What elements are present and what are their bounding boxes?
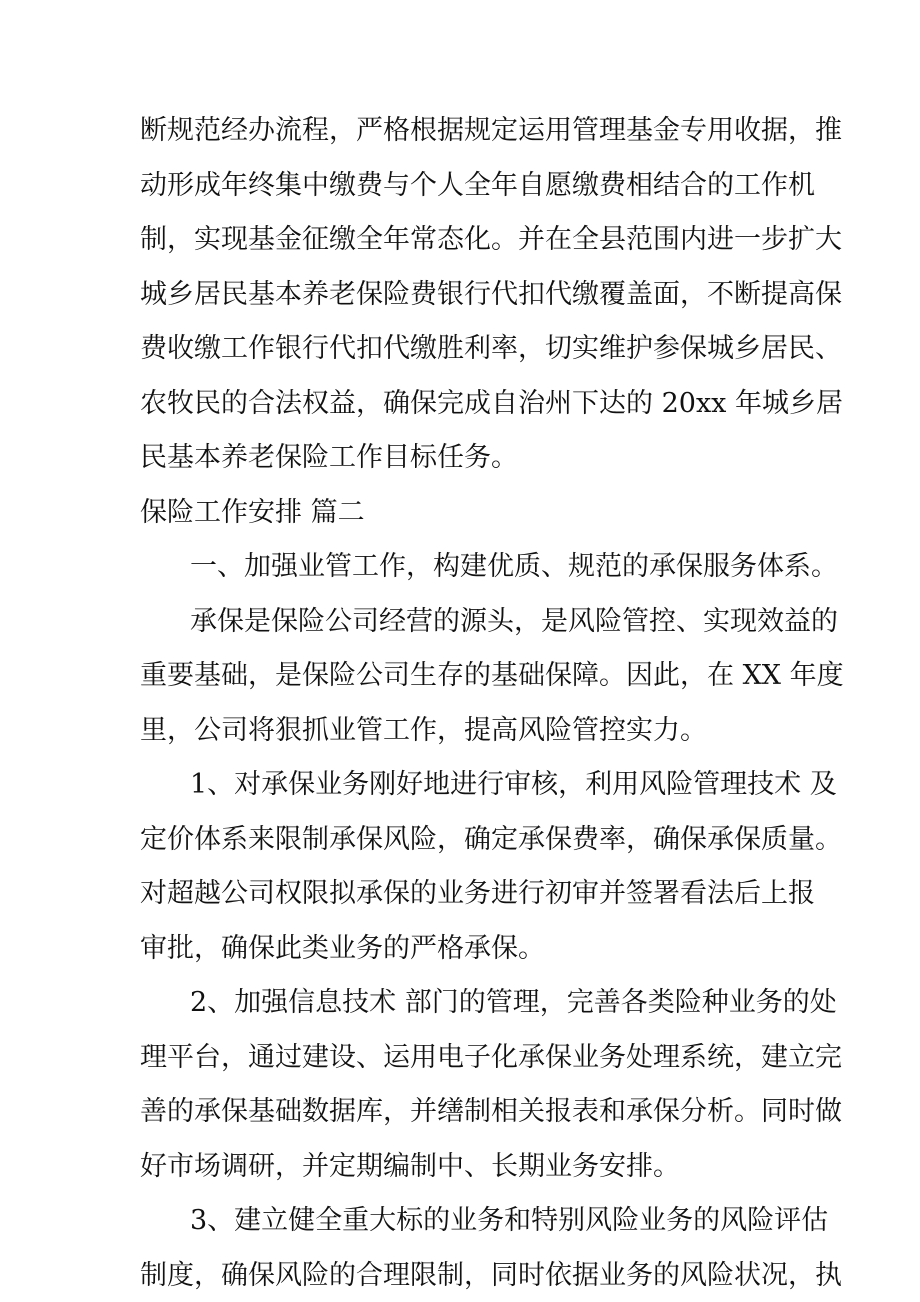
text-line: 善的承保基础数据库，并缮制相关报表和承保分析。同时做 — [140, 1096, 842, 1127]
text-line: 好市场调研，并定期编制中、长期业务安排。 — [140, 1151, 680, 1182]
text-line: 定价体系来限制承保风险，确定承保费率，确保承保质量。 — [140, 824, 842, 855]
text-line: 审批，确保此类业务的严格承保。 — [140, 933, 545, 964]
text-line: 承保是保险公司经营的源头，是风险管控、实现效益的 — [190, 606, 838, 637]
text-line: 制度，确保风险的合理限制，同时依据业务的风险状况，执 — [140, 1260, 842, 1291]
text-line: 城乡居民基本养老保险费银行代扣代缴覆盖面，不断提高保 — [140, 279, 842, 310]
text-line: 2、加强信息技术 部门的管理，完善各类险种业务的处 — [190, 987, 837, 1018]
text-line: 对超越公司权限拟承保的业务进行初审并签署看法后上报 — [140, 878, 815, 909]
section-heading: 保险工作安排 篇二 — [140, 497, 365, 528]
text-line: 重要基础，是保险公司生存的基础保障。因此，在 XX 年度 — [140, 660, 844, 691]
text-line: 动形成年终集中缴费与个人全年自愿缴费相结合的工作机 — [140, 170, 815, 201]
text-line: 理平台，通过建设、运用电子化承保业务处理系统，建立完 — [140, 1042, 842, 1073]
text-line: 断规范经办流程，严格根据规定运用管理基金专用收据，推 — [140, 115, 842, 146]
text-line: 制，实现基金征缴全年常态化。并在全县范围内进一步扩大 — [140, 224, 842, 255]
text-line: 3、建立健全重大标的业务和特别风险业务的风险评估 — [190, 1205, 829, 1236]
text-line: 费收缴工作银行代扣代缴胜利率，切实维护参保城乡居民、 — [140, 333, 842, 364]
text-line: 1、对承保业务刚好地进行审核，利用风险管理技术 及 — [190, 769, 837, 800]
text-line: 民基本养老保险工作目标任务。 — [140, 442, 518, 473]
text-line: 里，公司将狠抓业管工作，提高风险管控实力。 — [140, 715, 707, 746]
section-title: 一、加强业管工作，构建优质、规范的承保服务体系。 — [190, 551, 838, 582]
text-line: 农牧民的合法权益，确保完成自治州下达的 20xx 年城乡居 — [140, 388, 843, 419]
